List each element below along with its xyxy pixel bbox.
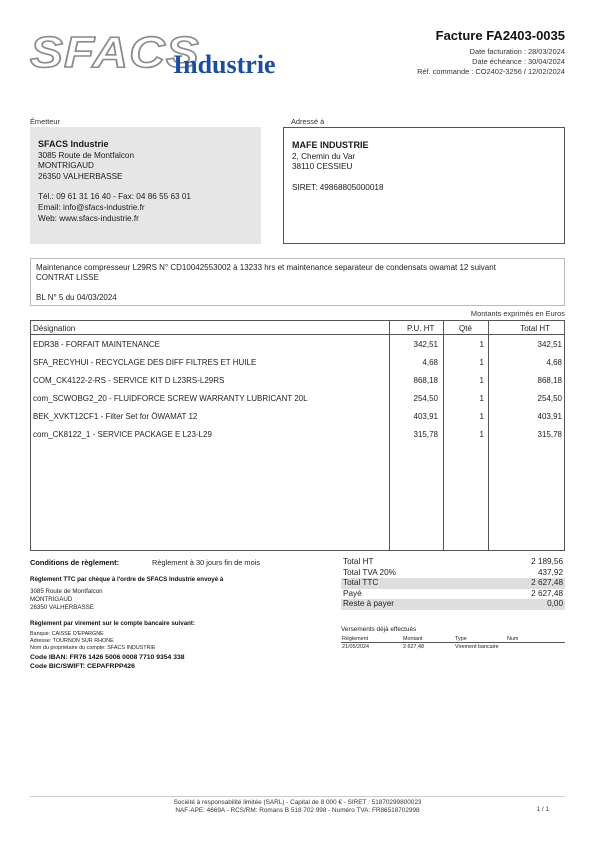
- invoice-meta: [417, 47, 565, 77]
- cell-total: 254,50: [537, 394, 562, 403]
- description-line1: Maintenance compresseur L29RS N° CD10042553002 à 13233 hrs et maintenance separateur de condensats owamat 12 suivant: [36, 263, 496, 272]
- cheque-address3: 26350 VALHERBASSE: [30, 604, 94, 611]
- cell-designation: SFA_RECYHUI - RECYCLAGE DES DIFF FILTRES ET HUILE: [33, 358, 257, 367]
- description-line2: CONTRAT LISSE: [36, 273, 99, 282]
- cheque-address: [30, 588, 103, 612]
- total-value: 437,92: [537, 567, 563, 577]
- total-label: Payé: [343, 588, 362, 598]
- cell-qty: 1: [479, 394, 484, 403]
- cell-pu: 868,18: [413, 376, 438, 385]
- conditions-label: Conditions de règlement:: [30, 558, 120, 567]
- company-logo: [30, 28, 290, 84]
- vers-header-reglement: Règlement: [342, 636, 369, 642]
- cell-designation: EDR38 - FORFAIT MAINTENANCE: [33, 340, 160, 349]
- vers-header-type: Type: [455, 636, 467, 642]
- emetteur-label: Émetteur: [30, 117, 60, 126]
- table-row: [31, 407, 564, 425]
- footer-divider: [30, 796, 565, 797]
- cell-pu: 315,78: [413, 430, 438, 439]
- table-row: [31, 371, 564, 389]
- cheque-title: Règlement TTC par chèque à l'ordre de SFACS Industrie envoyé à: [30, 576, 224, 583]
- ref-commande: Réf. commande : CO2402-3256 / 12/02/2024: [417, 67, 565, 76]
- table-row: [31, 425, 564, 443]
- emetteur-address2: MONTRIGAUD: [38, 161, 94, 171]
- iban: Code IBAN: FR76 1426 5006 0008 7710 9354 338: [30, 654, 185, 661]
- total-row: [341, 589, 565, 600]
- table-header: [31, 321, 564, 335]
- cell-pu: 342,51: [413, 340, 438, 349]
- cell-pu: 4,68: [422, 358, 438, 367]
- vers-header-num: Num: [507, 636, 519, 642]
- total-label: Total TTC: [343, 578, 379, 588]
- footer-line1: Société à responsabilité limitée (SARL) - Capital de 8 000 € - SIRET : 51870299800023: [173, 799, 422, 806]
- total-row: [341, 599, 565, 610]
- virement-title: Règlement par virement sur le compte bancaire suivant:: [30, 620, 196, 627]
- header-total: Total HT: [520, 324, 550, 333]
- cell-total: 315,78: [537, 430, 562, 439]
- emetteur-box: [30, 127, 261, 244]
- logo-subtitle: Industrie: [173, 50, 276, 79]
- bank-name: Banque: CAISSE D'EPARGNE: [30, 631, 104, 637]
- iban-bic: [30, 654, 185, 671]
- total-value: 2 627,48: [531, 588, 563, 598]
- table-row: [31, 335, 564, 353]
- cell-designation: com_SCWOBG2_20 - FLUIDFORCE SCREW WARRANTY LUBRICANT 20L: [33, 394, 308, 403]
- total-value: 2 189,56: [531, 557, 563, 566]
- table-row: [31, 353, 564, 371]
- vers-reglement: 21/05/2024: [342, 644, 369, 650]
- cell-qty: 1: [479, 358, 484, 367]
- cell-total: 868,18: [537, 376, 562, 385]
- destinataire-name: MAFE INDUSTRIE: [292, 140, 369, 150]
- bank-address: Adresse: TOURNON SUR RHONE: [30, 638, 114, 645]
- versements-table: [341, 635, 565, 651]
- destinataire-box: [283, 127, 565, 244]
- totals-block: [341, 557, 565, 610]
- header-designation: Désignation: [33, 324, 76, 333]
- date-echeance: Date échéance : 30/04/2024: [472, 57, 565, 66]
- versements-title: Versements déjà effectués: [341, 626, 417, 633]
- header-pu: P.U. HT: [407, 324, 435, 333]
- destinataire-address2: 38110 CESSIEU: [292, 162, 353, 172]
- versement-row: [341, 643, 565, 651]
- table-row: [31, 389, 564, 407]
- cheque-address1: 3085 Route de Montfalcon: [30, 588, 103, 595]
- vers-type: Virement bancaire: [455, 644, 499, 650]
- cell-designation: com_CK8122_1 - SERVICE PACKAGE E L23-L29: [33, 430, 212, 439]
- total-label: Total TVA 20%: [343, 567, 396, 577]
- total-row: [341, 557, 565, 568]
- currency-note: Montants exprimés en Euros: [470, 309, 565, 318]
- emetteur-address1: 3085 Route de Montfalcon: [38, 150, 135, 160]
- invoice-title: Facture FA2403-0035: [435, 28, 565, 43]
- emetteur-name: SFACS Industrie: [38, 139, 109, 149]
- footer-line2: NAF-APE: 4669A - RCS/RM: Romans B 518 702 998 - Numéro TVA: FR86518702998: [175, 807, 420, 814]
- cheque-address2: MONTRIGAUD: [30, 596, 73, 603]
- total-label: Total HT: [343, 557, 374, 566]
- header-qty: Qté: [459, 324, 472, 333]
- total-value: 0,00: [547, 599, 563, 609]
- description-box: [30, 258, 565, 306]
- emetteur-web[interactable]: Web: www.sfacs-industrie.fr: [38, 213, 139, 223]
- cell-total: 403,91: [537, 412, 562, 421]
- cell-designation: COM_CK4122-2-RS - SERVICE KIT D L23RS-L29RS: [33, 376, 225, 385]
- adresse-label: Adressé à: [291, 117, 325, 126]
- cell-qty: 1: [479, 376, 484, 385]
- total-row: [341, 568, 565, 579]
- cell-pu: 254,50: [413, 394, 438, 403]
- logo-brand: SFACS: [30, 28, 200, 77]
- total-label: Reste à payer: [343, 599, 394, 609]
- account-owner: Nom du propriétaire du compte: SFACS INDUSTRIE: [30, 645, 156, 652]
- cell-total: 342,51: [537, 340, 562, 349]
- vers-header-montant: Montant: [403, 636, 423, 642]
- destinataire-siret: SIRET: 49868805000018: [292, 182, 384, 192]
- versements-header: [341, 635, 565, 643]
- page-number: 1 / 1: [536, 806, 549, 813]
- conditions-value: Règlement à 30 jours fin de mois: [152, 558, 261, 567]
- cell-total: 4,68: [546, 358, 562, 367]
- invoice-lines-table: [30, 320, 565, 551]
- bank-details: [30, 631, 156, 653]
- bic: Code BIC/SWIFT: CEPAFRPP426: [30, 662, 135, 670]
- emetteur-email[interactable]: Email: info@sfacs-industrie.fr: [38, 202, 145, 212]
- destinataire-address1: 2, Chemin du Var: [292, 151, 356, 161]
- cell-qty: 1: [479, 412, 484, 421]
- description-bl: BL N° 5 du 04/03/2024: [36, 293, 117, 302]
- cell-designation: BEK_XVKT12CF1 - Filter Set for ÖWAMAT 12: [33, 412, 198, 421]
- total-value: 2 627,48: [531, 578, 563, 588]
- cell-pu: 403,91: [413, 412, 438, 421]
- vers-montant: 2 627,48: [403, 644, 424, 650]
- cell-qty: 1: [479, 340, 484, 349]
- total-row: [341, 578, 565, 589]
- date-facturation: Date facturation : 28/03/2024: [469, 47, 565, 56]
- emetteur-tel: Tél.: 09 61 31 16 40 - Fax: 04 86 55 63 01: [38, 192, 191, 202]
- cell-qty: 1: [479, 430, 484, 439]
- emetteur-address3: 26350 VALHERBASSE: [38, 171, 123, 181]
